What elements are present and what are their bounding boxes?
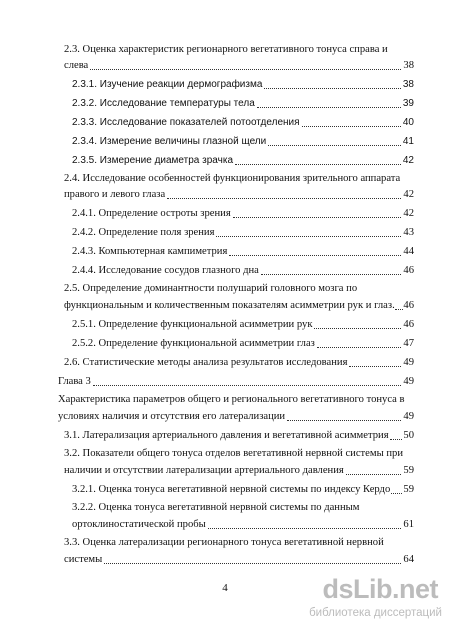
toc-page-number: 40 [402, 117, 414, 128]
toc-page-number: 44 [403, 246, 414, 257]
toc-entry-text: 2.3.4. Измерение величины глазной щели [72, 136, 267, 147]
toc-entry-3-3 [64, 553, 414, 566]
toc-page-number: 47 [403, 338, 414, 349]
toc-entry-text: правого и левого глаза [64, 189, 166, 200]
toc-entry-text: 2.3.1. Изучение реакции дермографизма [72, 79, 263, 90]
leader-dots [229, 245, 401, 256]
toc-entry-2-3-5 [64, 154, 414, 167]
leader-dots [391, 483, 402, 494]
leader-dots [264, 78, 400, 89]
toc-page-number: 42 [402, 155, 414, 166]
toc-entry-2-4 [64, 188, 414, 201]
leader-dots [235, 154, 401, 165]
leader-dots [349, 356, 401, 367]
toc-entry-2-4-line1: 2.4. Исследование особенностей функционирования зрительного аппарата [64, 173, 401, 184]
toc-entry-text: 2.6. Статистические методы анализа результатов исследования [64, 357, 348, 368]
leader-dots [287, 410, 401, 421]
leader-dots [390, 429, 403, 440]
toc-entry-3-1 [64, 429, 414, 442]
toc-page-number: 59 [403, 465, 414, 476]
toc-entry-text: 2.5.1. Определение функциональной асимметрии рук [72, 319, 313, 330]
toc-page-number: 49 [403, 357, 414, 368]
watermark-brand: dsLib.net [322, 574, 438, 604]
toc-entry-2-5-1 [64, 318, 414, 331]
toc-page-number: 46 [403, 319, 414, 330]
toc-page-number: 49 [403, 411, 414, 422]
leader-dots [208, 518, 402, 529]
toc-entry-text: 2.4.4. Исследование сосудов глазного дна [72, 265, 259, 276]
toc-entry-2-6 [64, 356, 414, 369]
toc-entry-3-2-2 [64, 518, 414, 531]
toc-entry-text: наличии и отсутствии латерализации артериального давления [64, 465, 344, 476]
toc-page-number: 46 [403, 300, 414, 311]
toc-entry-text: условиях наличия и отсутствия его латерализации [58, 411, 286, 422]
toc-page-number: 50 [403, 430, 414, 441]
toc-page-number: 59 [403, 484, 414, 495]
toc-entry-text: слева [64, 60, 89, 71]
toc-entry-text: 2.3.5. Измерение диаметра зрачка [72, 155, 234, 166]
toc-entry-chapter-3 [58, 375, 414, 388]
leader-dots [104, 553, 401, 564]
toc-entry-text: 3.1. Латерализация артериального давления и вегетативной асимметрия [64, 430, 389, 441]
toc-entry-3-3-line1: 3.3. Оценка латерализации регионарного тонуса вегетативной нервной [64, 537, 384, 548]
leader-dots [167, 188, 401, 199]
leader-dots [314, 318, 401, 329]
toc-page-number: 41 [402, 136, 414, 147]
watermark-tagline: библиотека диссертаций [309, 607, 442, 619]
leader-dots [261, 264, 402, 275]
toc-entry-text: 2.4.3. Компьютерная кампиметрия [72, 246, 228, 257]
toc-entry-3-2-line1: 3.2. Показатели общего тонуса отделов вегетативной нервной системы при [64, 448, 403, 459]
leader-dots [233, 207, 402, 218]
toc-entry-2-3-line1: 2.3. Оценка характеристик регионарного вегетативного тонуса справа и [64, 44, 388, 55]
toc-entry-text: 3.2.1. Оценка тонуса вегетативной нервной системы по индексу Кердо [72, 484, 391, 495]
toc-entry-2-3 [64, 59, 414, 72]
toc-entry-2-3-1 [64, 78, 414, 91]
toc-entry-2-3-2 [64, 97, 414, 110]
toc-page-number: 42 [403, 208, 414, 219]
leader-dots [90, 59, 401, 70]
leader-dots [395, 299, 404, 310]
leader-dots [268, 135, 401, 146]
toc-entry-2-3-3 [64, 116, 414, 129]
toc-entry-text: 2.3.3. Исследование показателей потоотделения [72, 117, 300, 128]
leader-dots [302, 116, 401, 127]
toc-entry-2-4-1 [64, 207, 414, 220]
leader-dots [257, 97, 401, 108]
leader-dots [216, 226, 401, 237]
page-number: 4 [222, 582, 228, 594]
toc-page-number: 38 [402, 79, 414, 90]
toc-entry-text: 2.5.2. Определение функциональной асимметрии глаз [72, 338, 315, 349]
toc-entry-3-2 [64, 464, 414, 477]
watermark [300, 574, 450, 621]
toc-entry-2-5-2 [64, 337, 414, 350]
toc-entry-3-2-1 [64, 483, 414, 496]
toc-page-number: 39 [402, 98, 414, 109]
toc-entry-2-4-4 [64, 264, 414, 277]
toc-page-number: 42 [403, 189, 414, 200]
toc-page-number: 46 [403, 265, 414, 276]
toc-entry-3-2-2-line1: 3.2.2. Оценка тонуса вегетативной нервной системы по данным [72, 502, 360, 513]
toc-entry-text: функциональным и количественным показателям асимметрии рук и глаз. [64, 300, 395, 311]
toc-entry-text: 2.4.1. Определение остроты зрения [72, 208, 231, 219]
toc-page-number: 61 [403, 519, 414, 530]
toc-entry-chapter-3-title-line1: Характеристика параметров общего и регионального вегетативного тонуса в [58, 394, 405, 405]
toc-entry-2-4-3 [64, 245, 414, 258]
toc-entry-2-5-line1: 2.5. Определение доминантности полушарий головного мозга по [64, 283, 358, 294]
toc-entry-2-4-2 [64, 226, 414, 239]
toc-entry-text: системы [64, 554, 103, 565]
leader-dots [93, 375, 402, 386]
toc-page-number: 64 [403, 554, 414, 565]
toc-entry-text: Глава 3 [58, 376, 91, 387]
toc-page-number: 43 [403, 227, 414, 238]
leader-dots [317, 337, 402, 348]
toc-entry-text: 2.4.2. Определение поля зрения [72, 227, 215, 238]
toc-entry-text: 2.3.2. Исследование температуры тела [72, 98, 255, 109]
toc-entry-text: ортоклиностатической пробы [72, 519, 206, 530]
leader-dots [346, 464, 402, 475]
toc-entry-chapter-3-title [58, 410, 414, 423]
toc-entry-2-3-4 [64, 135, 414, 148]
toc-page-number: 38 [403, 60, 414, 71]
toc-page-number: 49 [403, 376, 414, 387]
toc-entry-2-5 [64, 299, 414, 312]
